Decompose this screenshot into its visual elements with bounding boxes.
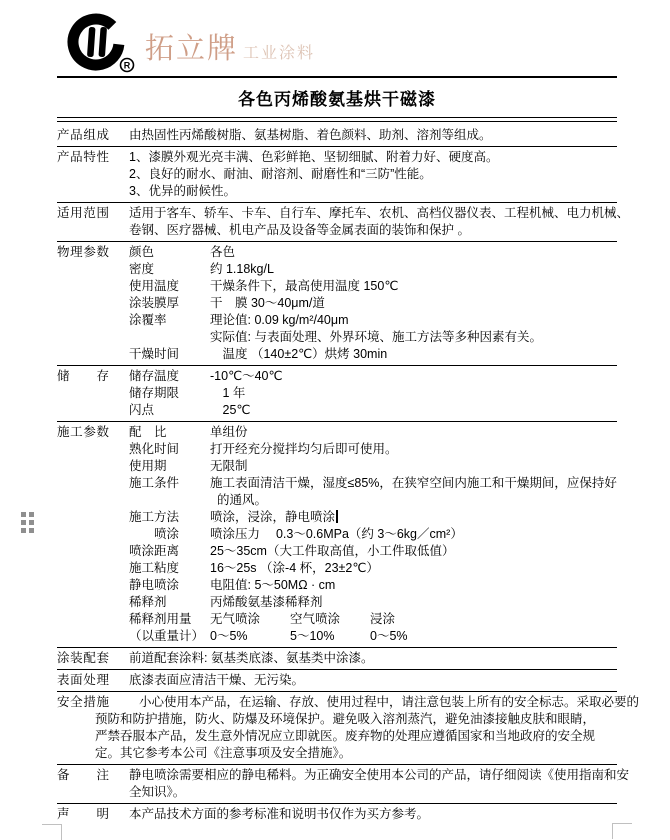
- row-content: [129, 424, 617, 645]
- param-value: [210, 244, 617, 261]
- param-line: [129, 244, 617, 261]
- param-value: [210, 577, 617, 594]
- param-value: [210, 368, 617, 385]
- param-value: [210, 402, 617, 419]
- param-name: 颜色: [129, 245, 155, 259]
- spec-text: 静电喷涂需要相应的静电稀料。为正确安全使用本公司的产品，请仔细阅读《使用指南和安: [129, 768, 630, 782]
- spec-text: 25～35cm（大工件取高值，小工件取低值）: [210, 544, 455, 558]
- param-col: 5～10%: [290, 629, 335, 643]
- spec-row: [57, 366, 617, 422]
- param-value: [210, 526, 617, 543]
- row-content: [129, 244, 617, 363]
- svg-text:R: R: [123, 60, 131, 71]
- param-value: [210, 628, 617, 645]
- spec-text: -10℃～40℃: [210, 369, 283, 383]
- row-label-cell: [57, 244, 129, 363]
- brand-tagline: 工业涂料: [243, 45, 316, 62]
- spec-text: 温度 （140±2℃）烘烤 30min: [210, 347, 388, 361]
- spec-row: [57, 422, 617, 648]
- param-value: [210, 441, 617, 458]
- param-col: 0～5%: [210, 629, 248, 643]
- spec-row: [57, 242, 617, 366]
- param-value: [210, 261, 617, 278]
- param-value: [210, 278, 617, 295]
- param-name: 稀释剂: [129, 595, 167, 609]
- param-col: 空气喷涂: [290, 612, 341, 626]
- param-value: [210, 312, 617, 346]
- param-name: 静电喷涂: [129, 578, 180, 592]
- row-content: [129, 127, 617, 144]
- spec-text: 底漆表面应清洁干燥、无污染。: [129, 673, 305, 687]
- spec-text: 3、优异的耐候性。: [129, 184, 236, 198]
- param-name: 闪点: [129, 403, 155, 417]
- param-line: [129, 295, 617, 312]
- param-name: 施工粘度: [129, 561, 180, 575]
- param-value: [210, 594, 617, 611]
- param-name: 施工方法: [129, 510, 180, 524]
- param-col: 0～5%: [370, 629, 408, 643]
- param-line: [129, 594, 617, 611]
- param-name: 配 比: [129, 425, 167, 439]
- param-line: [129, 628, 617, 645]
- drag-handle-icon[interactable]: [21, 512, 34, 533]
- spec-text: 适用于客车、轿车、卡车、自行车、摩托车、农机、高档仪器仪表、工程机械、电力机械、: [129, 206, 630, 220]
- row-label: 物理参数: [57, 245, 109, 259]
- param-value: [210, 560, 617, 577]
- text-boundary-corner-left: [42, 824, 62, 840]
- spec-text: 约 1.18kg/L: [210, 262, 274, 276]
- param-line: [129, 611, 617, 628]
- param-value: [210, 385, 617, 402]
- param-line: [129, 278, 617, 295]
- row-content: [95, 694, 640, 762]
- param-name: 熟化时间: [129, 442, 180, 456]
- param-col: 无气喷涂: [210, 612, 261, 626]
- param-name: 稀释剂用量: [129, 612, 192, 626]
- param-name: （以重量计）: [129, 629, 205, 643]
- spec-text: 预防和防护措施，防火、防爆及环境保护。避免吸入溶剂蒸汽，避免油漆接触皮肤和眼睛，: [95, 712, 596, 726]
- spec-text: 干 膜 30～40μm/道: [210, 296, 325, 310]
- param-name: 使用温度: [129, 279, 180, 293]
- row-label: 备注: [57, 768, 109, 782]
- row-label: 施工参数: [57, 425, 109, 439]
- param-value: [210, 295, 617, 312]
- row-label-cell: [57, 650, 129, 667]
- param-line: [129, 458, 617, 475]
- param-line: [129, 560, 617, 577]
- spec-text: 全知识》。: [129, 785, 186, 799]
- spec-text: 施工表面清洁干燥，湿度≤85%，在狭窄空间内施工和干燥期间，应保持好: [210, 476, 617, 490]
- spec-row: [57, 692, 640, 765]
- param-value: [210, 475, 617, 509]
- spec-text: 由热固性丙烯酸树脂、氨基树脂、着色颜料、助剂、溶剂等组成。: [129, 128, 492, 142]
- document-title: 各色丙烯酸氨基烘干磁漆: [238, 90, 436, 109]
- param-line: [129, 424, 617, 441]
- spec-text: 喷涂压力 0.3～0.6MPa（约 3～6kg／cm²）: [210, 527, 463, 541]
- row-label-cell: [57, 368, 129, 419]
- param-line: [129, 402, 617, 419]
- title-double-rule: [57, 117, 617, 122]
- spec-text: 理论值: 0.09 kg/m²/40μm: [210, 313, 349, 327]
- param-name: 涂覆率: [129, 313, 167, 327]
- param-line: [129, 543, 617, 560]
- row-label: 涂装配套: [57, 651, 109, 665]
- spec-text: 丙烯酸氨基漆稀释剂: [210, 595, 323, 609]
- param-line: [129, 475, 617, 509]
- brand-name: 拓立牌: [145, 33, 239, 65]
- spec-text: 各色: [210, 245, 236, 259]
- spec-text: 打开经充分搅拌均匀后即可使用。: [210, 442, 398, 456]
- param-value: [210, 509, 617, 526]
- param-line: [129, 346, 617, 363]
- row-label: 声明: [57, 807, 109, 821]
- param-value: [210, 424, 617, 441]
- text-boundary-corner-right: [612, 823, 632, 839]
- row-content: [129, 672, 617, 689]
- row-label: 安全措施: [57, 695, 109, 709]
- spec-text: 卷钢、医疗器械、机电产品及设备等金属表面的装饰和保护 。: [129, 223, 470, 237]
- param-name: 使用期: [129, 459, 167, 473]
- param-value: [210, 611, 617, 628]
- spec-text: 单组份: [210, 425, 248, 439]
- param-name: 储存温度: [129, 369, 180, 383]
- text-cursor: [336, 510, 338, 523]
- row-label: 储存: [57, 369, 109, 383]
- param-line: [129, 312, 617, 346]
- spec-row: [57, 203, 630, 242]
- param-col: 浸涂: [370, 612, 396, 626]
- param-name: 涂装膜厚: [129, 296, 180, 310]
- spec-row: [57, 648, 617, 670]
- spec-text: 前道配套涂料: 氨基类底漆、氨基类中涂漆。: [129, 651, 374, 665]
- row-content: [129, 368, 617, 419]
- param-value: [210, 458, 617, 475]
- brand-logo-icon: [62, 13, 140, 76]
- param-line: [129, 385, 617, 402]
- spec-text: 干燥条件下，最高使用温度 150℃: [210, 279, 399, 293]
- spec-text: 2、良好的耐水、耐油、耐溶剂、耐磨性和“三防”性能。: [129, 167, 432, 181]
- spec-row: [57, 670, 617, 692]
- spec-text: 的通风。: [210, 493, 267, 507]
- row-content: [129, 650, 617, 667]
- spec-text: 实际值: 与表面处理、外界环境、施工方法等多种因素有关。: [210, 330, 542, 344]
- spec-text: 25℃: [210, 403, 251, 417]
- param-name: 干燥时间: [129, 347, 180, 361]
- spec-text: 16～25s （涂-4 杯，23±2℃）: [210, 561, 379, 575]
- spec-text: 电阻值: 5～50MΩ · cm: [210, 578, 336, 592]
- param-name: 储存期限: [129, 386, 180, 400]
- spec-row: [57, 804, 617, 825]
- spec-text: 本产品技术方面的参考标准和说明书仅作为买方参考。: [129, 807, 430, 821]
- row-content: [129, 205, 630, 239]
- spec-text: 定。其它参考本公司《注意事项及安全措施》。: [95, 746, 352, 760]
- row-label-cell: [57, 127, 129, 144]
- spec-text: 严禁吞服本产品，发生意外情况应立即就医。废弃物的处理应遵循国家和当地政府的安全规: [95, 729, 596, 743]
- param-name: 喷涂距离: [129, 544, 180, 558]
- param-line: [129, 577, 617, 594]
- param-value: [210, 543, 617, 560]
- param-name: 喷涂: [129, 527, 180, 541]
- spec-text: 喷涂，浸涂，静电喷涂: [210, 509, 617, 526]
- param-value: [210, 346, 617, 363]
- param-line: [129, 526, 617, 543]
- row-label: 适用范围: [57, 206, 109, 220]
- row-label-cell: [57, 672, 129, 689]
- spec-row: [57, 125, 617, 147]
- row-label-cell: [57, 806, 129, 823]
- row-label-cell: [57, 424, 129, 645]
- spec-text: 小心使用本产品，在运输、存放、使用过程中，请注意包装上所有的安全标志。采取必要的: [139, 695, 640, 709]
- row-label: 表面处理: [57, 673, 109, 687]
- param-name: 密度: [129, 262, 155, 276]
- spec-text: 1、漆膜外观光亮丰满、色彩鲜艳、坚韧细腻、附着力好、硬度高。: [129, 150, 499, 164]
- row-label-cell: [57, 767, 129, 801]
- row-label-cell: [57, 149, 129, 200]
- row-label: 产品组成: [57, 128, 109, 142]
- spec-text: 无限制: [210, 459, 248, 473]
- row-label: 产品特性: [57, 150, 109, 164]
- spec-text: 1 年: [210, 386, 246, 400]
- letterhead: [57, 12, 617, 76]
- spec-row: [57, 765, 630, 804]
- spec-table: [57, 125, 640, 825]
- row-content: [129, 767, 630, 801]
- spec-row: [57, 147, 617, 203]
- param-line: [129, 368, 617, 385]
- document-body: [57, 12, 640, 825]
- row-label-cell: [57, 205, 129, 239]
- param-line: [129, 509, 617, 526]
- row-content: [129, 806, 617, 823]
- param-line: [129, 441, 617, 458]
- param-name: 施工条件: [129, 476, 180, 490]
- param-line: [129, 261, 617, 278]
- row-content: [129, 149, 617, 200]
